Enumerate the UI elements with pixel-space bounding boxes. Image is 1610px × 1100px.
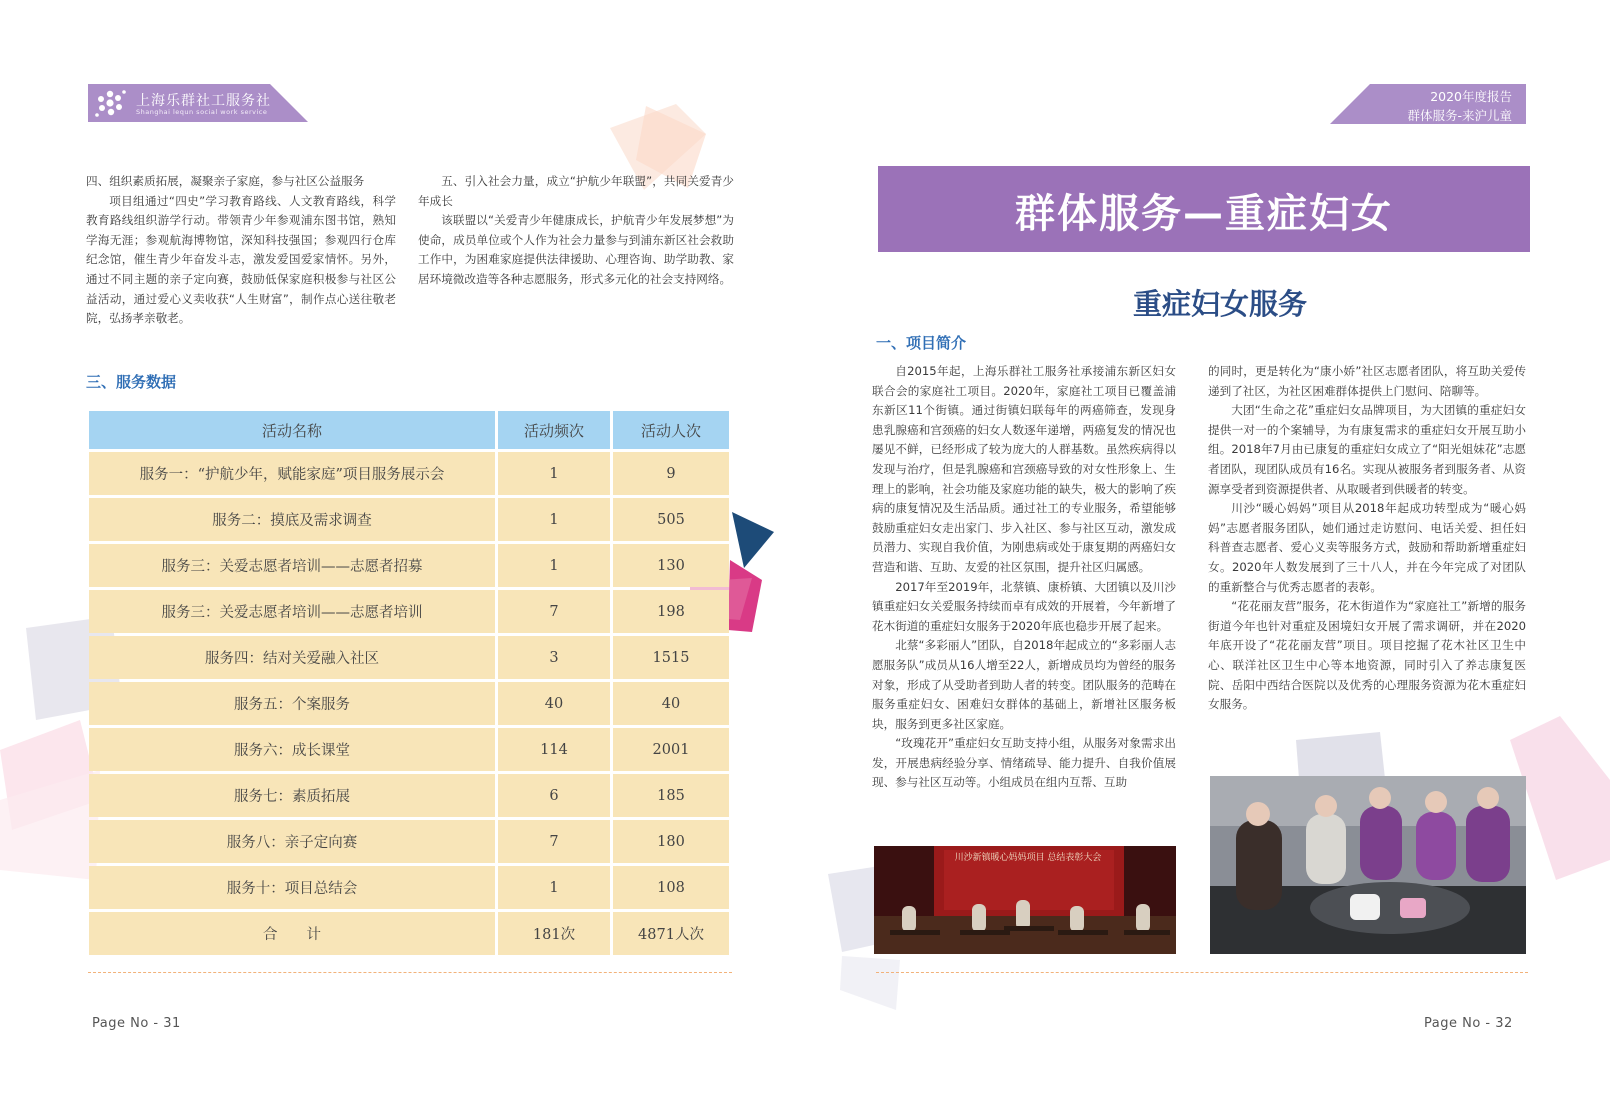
banner-title: 群体服务—重症妇女 — [1015, 191, 1393, 237]
table-row — [89, 866, 729, 909]
activity-name-cell: 服务五：个案服务 — [89, 682, 495, 725]
table-row — [89, 820, 729, 863]
org-name-english: Shanghai lequn social work service — [136, 108, 268, 116]
table-header-row — [89, 411, 729, 449]
frequency-cell: 181次 — [498, 912, 610, 955]
table-row — [89, 590, 729, 633]
frequency-cell: 1 — [498, 866, 610, 909]
activity-name-cell: 服务八：亲子定向赛 — [89, 820, 495, 863]
activity-name-cell: 服务四：结对关爱融入社区 — [89, 636, 495, 679]
activity-name-cell: 服务七：素质拓展 — [89, 774, 495, 817]
table-row — [89, 544, 729, 587]
section-title-banner — [878, 166, 1530, 252]
section4-heading: 四、组织素质拓展，凝聚亲子家庭，参与社区公益服务 — [86, 174, 365, 188]
participants-cell: 1515 — [613, 636, 729, 679]
service-data-heading: 三、服务数据 — [86, 373, 177, 391]
participants-cell: 180 — [613, 820, 729, 863]
frequency-cell: 7 — [498, 820, 610, 863]
header-frequency: 活动频次 — [498, 411, 610, 449]
participants-cell: 185 — [613, 774, 729, 817]
intro-col1-paragraph: 北蔡“多彩丽人”团队，自2018年起成立的“多彩丽人志愿服务队”成员从16人增至22人，新增成员均为曾经的服务对象，形成了从受助者到助人者的转变。团队服务的范畴在服务重症妇女、困难妇女群体的基础上，新增社区服务板块，服务到更多社区家庭。 — [872, 638, 1176, 731]
frequency-cell: 1 — [498, 544, 610, 587]
flower-logo-icon — [92, 84, 132, 122]
left-dashed-divider — [88, 972, 732, 973]
table-row — [89, 728, 729, 771]
org-name: 上海乐群社工服务社 — [136, 93, 271, 109]
frequency-cell: 3 — [498, 636, 610, 679]
right-column-1 — [872, 362, 1176, 793]
frequency-cell: 6 — [498, 774, 610, 817]
activity-name-cell: 服务一：“护航少年，赋能家庭”项目服务展示会 — [89, 452, 495, 495]
left-column-1 — [86, 172, 396, 329]
frequency-cell: 1 — [498, 498, 610, 541]
table-row — [89, 498, 729, 541]
section5-heading: 五、引入社会力量，成立“护航少年联盟”，共同关爱青少年成长 — [418, 174, 734, 208]
service-data-table — [86, 408, 732, 958]
participants-cell: 130 — [613, 544, 729, 587]
activity-name-cell: 服务六：成长课堂 — [89, 728, 495, 771]
volunteer-meeting-photo — [1210, 776, 1526, 954]
frequency-cell: 7 — [498, 590, 610, 633]
frequency-cell: 40 — [498, 682, 610, 725]
activity-name-cell: 服务三：关爱志愿者培训——志愿者培训 — [89, 590, 495, 633]
report-section-label: 群体服务-来沪儿童 — [1407, 108, 1512, 123]
intro-col2-paragraph: 川沙“暖心妈妈”项目从2018年起成功转型成为“暖心妈妈”志愿者服务团队，她们通过走访慰问、电话关爱、担任妇科普查志愿者、爱心义卖等服务方式，鼓励和帮助新增重症妇女。2020年人数发展到了三十八人，并在今年完成了对团队的重新整合与优秀志愿者的表彰。 — [1208, 501, 1526, 594]
activity-name-cell: 服务十：项目总结会 — [89, 866, 495, 909]
frequency-cell: 114 — [498, 728, 610, 771]
intro-col2-paragraph: 大团“生命之花”重症妇女品牌项目，为大团镇的重症妇女提供一对一的个案辅导，为有康复需求的重症妇女开展互助小组。2018年7月由已康复的重症妇女成立了“阳光姐妹花”志愿者团队，现团队成员有16名。实现从被服务者到服务者、从资源享受者到资源提供者、从取暖者到供暖者的转变。 — [1208, 403, 1526, 496]
intro-col2-paragraph: “花花丽友营”服务，花木街道作为“家庭社工”新增的服务街道今年也针对重症及困境妇女开展了需求调研，并在2020年底开设了“花花丽友营”项目。项目挖掘了花木社区卫生中心、联洋社区卫生中心等本地资源，同时引入了养志康复医院、岳阳中西结合医院以及优秀的心理服务资源为花木重症妇女服务。 — [1208, 599, 1526, 712]
participants-cell: 198 — [613, 590, 729, 633]
left-column-2 — [418, 172, 734, 290]
page-number-right: Page No - 32 — [1424, 1016, 1513, 1031]
participants-cell: 9 — [613, 452, 729, 495]
activity-name-cell: 服务三：关爱志愿者培训——志愿者招募 — [89, 544, 495, 587]
right-column-2 — [1208, 362, 1526, 715]
guzheng-performance-photo — [874, 846, 1176, 954]
header-participants: 活动人次 — [613, 411, 729, 449]
report-tag-banner — [1330, 84, 1526, 124]
photo-banner-text: 川沙新镇暖心妈妈项目 总结表彰大会 — [954, 853, 1102, 863]
intro-col1-paragraph: 2017年至2019年，北蔡镇、康桥镇、大团镇以及川沙镇重症妇女关爱服务持续而卓有成效的开展着，今年新增了花木街道的重症妇女服务于2020年底也稳步开展了起来。 — [872, 579, 1176, 633]
frequency-cell: 1 — [498, 452, 610, 495]
table-row — [89, 774, 729, 817]
intro-col1-paragraph: “玫瑰花开”重症妇女互助支持小组，从服务对象需求出发，开展患病经验分享、情绪疏导、能力提升、自我价值展现、参与社区互动等。小组成员在组内互帮、互助 — [872, 736, 1176, 790]
intro-col1-paragraph: 自2015年起，上海乐群社工服务社承接浦东新区妇女联合会的家庭社工项目。2020年，家庭社工项目已覆盖浦东新区11个街镇。通过街镇妇联每年的两癌筛查，发现身患乳腺癌和宫颈癌的妇女人数逐年递增，两癌复发的情况也屡见不鲜，已经形成了较为庞大的人群基数。虽然疾病得以发现与治疗，但是乳腺癌和宫颈癌导致的对女性形象上、生理上的影响，社会功能及家庭功能的缺失，极大的影响了疾病的康复情况及生活品质。通过社工的专业服务，希望能够鼓励重症妇女走出家门、步入社区、参与社区互动，激发成员潜力、实现自我价值，为刚患病或处于康复期的两癌妇女营造和谐、互助、友爱的社区氛围，提升社区归属感。 — [872, 364, 1176, 574]
table-total-row — [89, 912, 729, 955]
table-row — [89, 636, 729, 679]
participants-cell: 40 — [613, 682, 729, 725]
activity-name-cell: 合 计 — [89, 912, 495, 955]
right-dashed-divider — [876, 972, 1528, 973]
activity-name-cell: 服务二：摸底及需求调查 — [89, 498, 495, 541]
org-logo-banner — [88, 84, 308, 122]
participants-cell: 2001 — [613, 728, 729, 771]
intro-col2-paragraph: 的同时，更是转化为“康小娇”社区志愿者团队，将互助关爱传递到了社区，为社区困难群体提供上门慰问、陪聊等。 — [1208, 364, 1526, 398]
participants-cell: 4871人次 — [613, 912, 729, 955]
section5-body: 该联盟以“关爱青少年健康成长，护航青少年发展梦想”为使命，成员单位或个人作为社会力量参与到浦东新区社会救助工作中，为困难家庭提供法律援助、心理咨询、助学助教、家居环境微改造等各种志愿服务，形式多元化的社会支持网络。 — [418, 213, 734, 286]
meeting-photo-graphic — [1210, 776, 1526, 954]
header-activity-name: 活动名称 — [89, 411, 495, 449]
section4-body: 项目组通过“四史”学习教育路线、人文教育路线，科学教育路线组织游学行动。带领青少年参观浦东图书馆，熟知学海无涯；参观航海博物馆，深知科技强国；参观四行仓库纪念馆，催生青少年奋发斗志，激发爱国爱家情怀。另外，通过不同主题的亲子定向赛，鼓励低保家庭积极参与社区公益活动，通过爱心义卖收获“人生财富”，制作点心送往敬老院，弘扬孝亲敬老。 — [86, 193, 396, 326]
sub-title: 重症妇女服务 — [1132, 287, 1307, 321]
report-year-label: 2020年度报告 — [1430, 89, 1512, 104]
project-intro-heading: 一、项目简介 — [876, 334, 967, 352]
table-row — [89, 452, 729, 495]
participants-cell: 505 — [613, 498, 729, 541]
participants-cell: 108 — [613, 866, 729, 909]
page-number-left: Page No - 31 — [92, 1016, 181, 1031]
table-row — [89, 682, 729, 725]
